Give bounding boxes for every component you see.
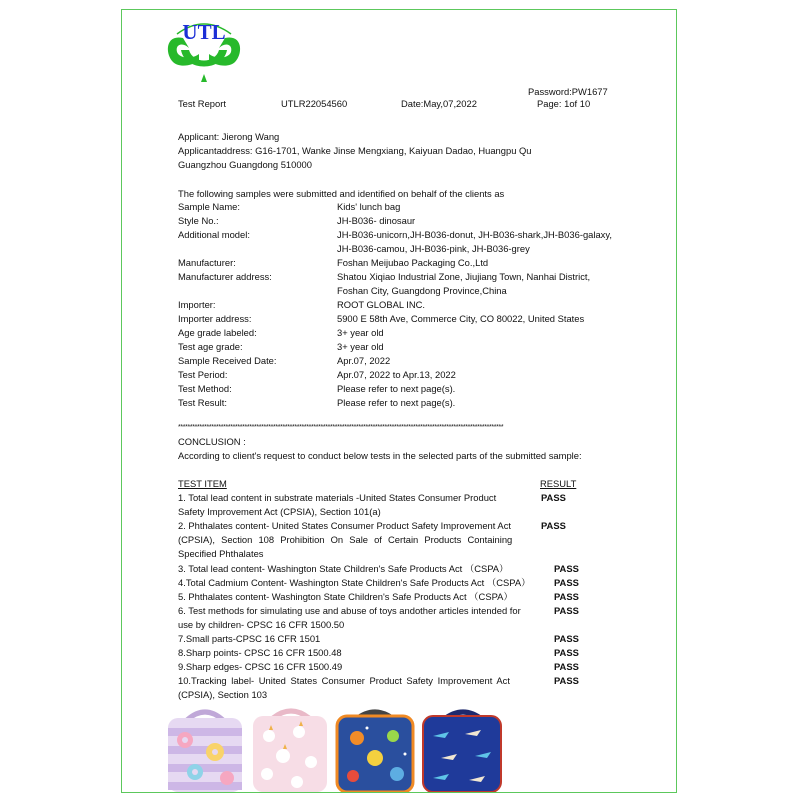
field-label: Test Period: — [178, 369, 228, 380]
test-item-line: (CPSIA), Section 108 Prohibition On Sale of Certain Products Containing — [178, 534, 513, 545]
test-item-line: use by children- CPSC 16 CFR 1500.50 — [178, 619, 345, 630]
field-label: Style No.: — [178, 215, 219, 226]
lunch-bag-unicorn-image — [253, 711, 327, 792]
field-value: Please refer to next page(s). — [337, 397, 456, 408]
test-item-line: 9.Sharp edges- CPSC 16 CFR 1500.49 — [178, 661, 343, 672]
test-item-line: 5. Phthalates content- Washington State Children's Safe Products Act （CSPA） — [178, 591, 513, 602]
field-value: Shatou Xiqiao Industrial Zone, Jiujiang Town, Nanhai District, — [337, 271, 591, 282]
field-value: Apr.07, 2022 — [337, 355, 391, 366]
test-result: PASS — [554, 633, 579, 644]
field-label: Importer: — [178, 299, 216, 310]
applicant-address-line2: Guangzhou Guangdong 510000 — [178, 159, 312, 170]
test-item-line: Safety Improvement Act (CPSIA), Section 101(a) — [178, 506, 381, 517]
field-label: Test Method: — [178, 383, 232, 394]
test-item-line: 3. Total lead content- Washington State Children's Safe Products Act （CSPA） — [178, 563, 509, 574]
test-item-line: 7.Small parts-CPSC 16 CFR 1501 — [178, 633, 321, 644]
field-label: Age grade labeled: — [178, 327, 257, 338]
utl-logo — [163, 14, 245, 86]
field-label: Manufacturer address: — [178, 271, 272, 282]
report-date: Date:May,07,2022 — [401, 98, 477, 109]
doc-type: Test Report — [178, 98, 226, 109]
test-result: PASS — [554, 563, 579, 574]
test-result: PASS — [554, 577, 579, 588]
lunch-bag-donut-image — [168, 712, 242, 792]
test-item-line: 1. Total lead content in substrate materials -United States Consumer Product — [178, 492, 497, 503]
conclusion-heading: CONCLUSION : — [178, 436, 246, 447]
lunch-bag-shark-image — [423, 712, 501, 792]
applicant-name: Applicant: Jierong Wang — [178, 131, 280, 142]
field-label: Importer address: — [178, 313, 252, 324]
field-value: Kids' lunch bag — [337, 201, 401, 212]
test-result: PASS — [541, 520, 566, 531]
test-item-line: 10.Tracking label- United States Consumer Product Safety Improvement Act — [178, 675, 510, 686]
field-value: JH-B036-camou, JH-B036-pink, JH-B036-grey — [337, 243, 530, 254]
field-label: Sample Name: — [178, 201, 241, 212]
product-photos — [165, 706, 613, 792]
field-label: Test age grade: — [178, 341, 243, 352]
test-item-header: TEST ITEM — [178, 478, 227, 489]
test-item-line: 6. Test methods for simulating use and abuse of toys andother articles intended for — [178, 605, 521, 616]
field-value: 5900 E 58th Ave, Commerce City, CO 80022, United States — [337, 313, 585, 324]
field-value: JH-B036- dinosaur — [337, 215, 416, 226]
test-result: PASS — [554, 591, 579, 602]
field-label: Additional model: — [178, 229, 250, 240]
result-header: RESULT — [540, 478, 577, 489]
conclusion-text: According to client's request to conduct below tests in the selected parts of the submitted sample: — [178, 450, 582, 461]
page-number: Page: 1of 10 — [537, 98, 591, 109]
test-result: PASS — [554, 675, 579, 686]
test-item-line: 8.Sharp points- CPSC 16 CFR 1500.48 — [178, 647, 342, 658]
password-text: Password:PW1677 — [528, 86, 608, 97]
field-value: JH-B036-unicorn,JH-B036-donut, JH-B036-shark,JH-B036-galaxy, — [337, 229, 612, 240]
test-item-line: 2. Phthalates content- United States Consumer Product Safety Improvement Act — [178, 520, 511, 531]
report-number: UTLR22054560 — [281, 98, 348, 109]
applicant-address-line1: Applicantaddress: G16-1701, Wanke Jinse Mengxiang, Kaiyuan Dadao, Huangpu Qu — [178, 145, 532, 156]
test-result: PASS — [554, 605, 579, 616]
test-result: PASS — [554, 661, 579, 672]
logo-text: UTL — [182, 20, 226, 44]
field-label: Sample Received Date: — [178, 355, 277, 366]
lunch-bag-galaxy-image — [337, 712, 413, 792]
field-value: Foshan City, Guangdong Province,China — [337, 285, 507, 296]
field-label: Test Result: — [178, 397, 227, 408]
field-label: Manufacturer: — [178, 257, 236, 268]
separator-line: ***************************************************************************************************************************************** — [178, 424, 504, 431]
test-item-line: Specified Phthalates — [178, 548, 264, 559]
field-value: Please refer to next page(s). — [337, 383, 456, 394]
field-value: Foshan Meijubao Packaging Co.,Ltd — [337, 257, 489, 268]
samples-intro: The following samples were submitted and identified on behalf of the clients as — [178, 188, 505, 199]
field-value: Apr.07, 2022 to Apr.13, 2022 — [337, 369, 456, 380]
field-value: ROOT GLOBAL INC. — [337, 299, 426, 310]
test-result: PASS — [541, 492, 566, 503]
test-item-line: (CPSIA), Section 103 — [178, 689, 268, 700]
test-result: PASS — [554, 647, 579, 658]
test-item-line: 4.Total Cadmium Content- Washington State Children's Safe Products Act （CSPA） — [178, 577, 531, 588]
field-value: 3+ year old — [337, 327, 384, 338]
field-value: 3+ year old — [337, 341, 384, 352]
